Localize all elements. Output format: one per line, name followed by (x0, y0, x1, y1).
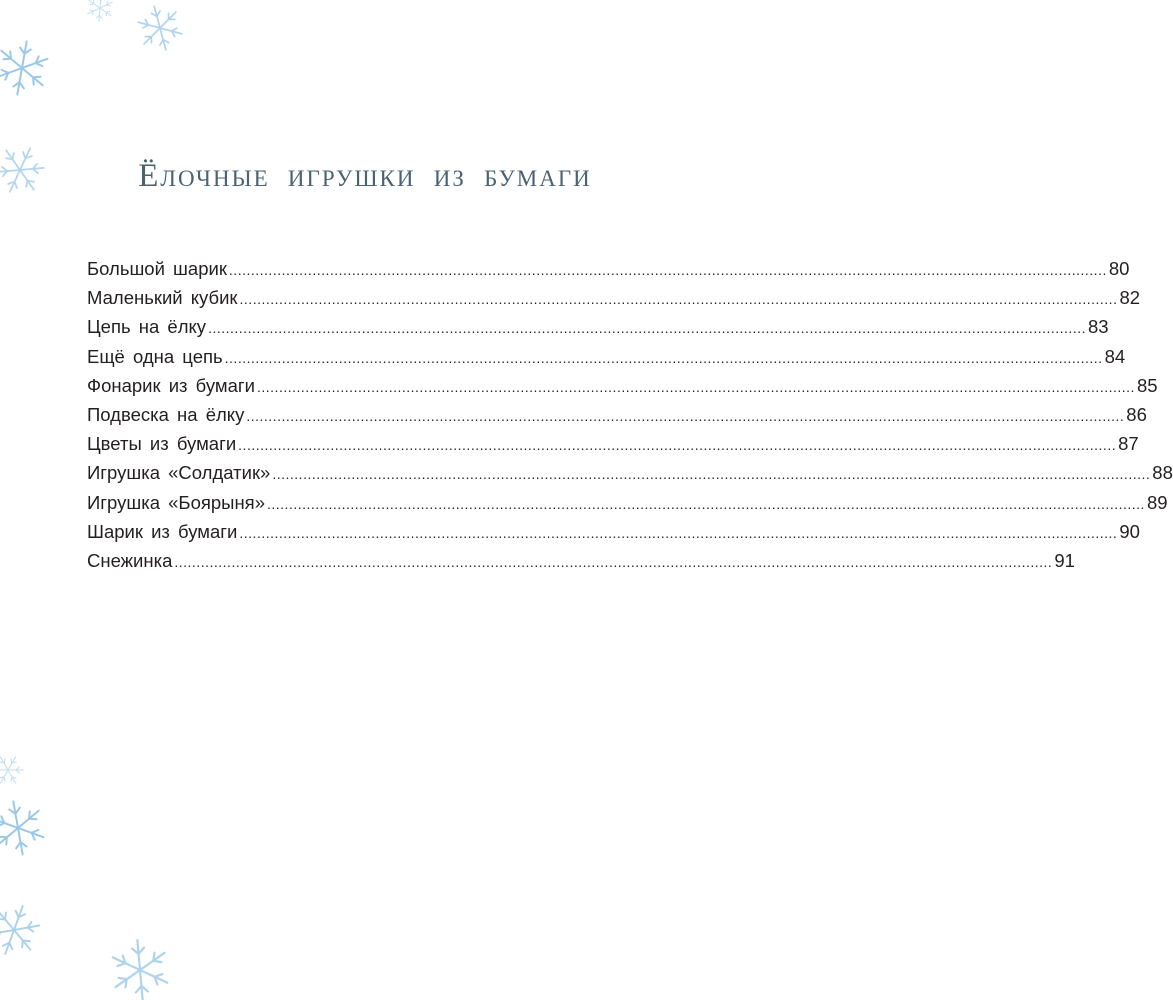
toc-entry-page-number: 88 (1152, 462, 1173, 484)
snowflake-icon (111, 938, 168, 1000)
toc-entry-title: Игрушка «Солдатик» (87, 462, 271, 484)
toc-entry[interactable] (87, 458, 1173, 487)
toc-entry-title: Шарик из бумаги (87, 520, 238, 542)
toc-entry[interactable] (87, 312, 1109, 341)
toc-entry[interactable] (87, 342, 1126, 371)
toc-dot-leader: ........................................................................................................................................................................................................ (238, 437, 1117, 454)
toc-entry-title: Цветы из бумаги (87, 433, 237, 455)
toc-dot-leader: ........................................................................................................................................................................................................ (239, 524, 1118, 541)
toc-dot-leader: ........................................................................................................................................................................................................ (272, 466, 1151, 483)
toc-entry-page-number: 85 (1136, 374, 1158, 396)
toc-entry-title: Подвеска на ёлку (87, 403, 245, 425)
toc-entry-title: Маленький кубик (87, 287, 238, 309)
toc-entry-page-number: 90 (1119, 520, 1140, 542)
toc-entry-page-number: 91 (1054, 549, 1075, 571)
toc-entry-page-number: 84 (1104, 345, 1126, 367)
toc-entry[interactable] (87, 254, 1130, 283)
snowflake-icon (0, 797, 46, 858)
snowflake-icon (0, 37, 50, 98)
toc-entry-title: Игрушка «Боярыня» (87, 491, 265, 513)
toc-entry-page-number: 86 (1126, 403, 1147, 425)
snowflake-decoration-top-left (0, 0, 230, 240)
toc-dot-leader: ........................................................................................................................................................................................................ (174, 553, 1053, 570)
toc-dot-leader: ........................................................................................................................................................................................................ (239, 291, 1118, 308)
snowflake-icon (0, 898, 43, 961)
toc-entry-title: Ещё одна цепь (87, 345, 223, 367)
toc-entry-page-number: 89 (1146, 491, 1168, 513)
toc-entry-page-number: 82 (1119, 287, 1141, 309)
toc-entry[interactable] (87, 429, 1139, 458)
toc-dot-leader: ........................................................................................................................................................................................................ (257, 378, 1135, 395)
toc-entry-page-number: 83 (1088, 316, 1109, 338)
toc-entry-title: Цепь на ёлку (87, 316, 207, 338)
toc-entry[interactable] (87, 517, 1140, 546)
table-of-contents (87, 254, 1173, 575)
toc-dot-leader: ........................................................................................................................................................................................................ (224, 349, 1103, 366)
snowflake-icon (87, 0, 113, 22)
toc-dot-leader: ........................................................................................................................................................................................................ (246, 407, 1125, 424)
toc-entry-page-number: 87 (1118, 433, 1139, 455)
toc-dot-leader: ........................................................................................................................................................................................................ (228, 262, 1107, 278)
toc-entry-title: Снежинка (87, 549, 173, 571)
toc-entry[interactable] (87, 488, 1168, 517)
toc-entry[interactable] (87, 371, 1158, 400)
page-title: Ёлочные игрушки из бумаги (138, 158, 592, 194)
snowflake-icon (0, 751, 27, 790)
toc-entry[interactable] (87, 400, 1147, 429)
toc-entry-title: Большой шарик (87, 258, 227, 279)
snowflake-decoration-bottom-left (0, 740, 250, 1000)
toc-dot-leader: ........................................................................................................................................................................................................ (267, 495, 1145, 512)
toc-entry-page-number: 80 (1108, 258, 1130, 279)
toc-entry-title: Фонарик из бумаги (87, 374, 255, 396)
toc-dot-leader: ........................................................................................................................................................................................................ (208, 320, 1086, 337)
toc-entry[interactable] (87, 283, 1141, 312)
toc-entry[interactable] (87, 546, 1075, 575)
snowflake-icon (135, 1, 184, 55)
